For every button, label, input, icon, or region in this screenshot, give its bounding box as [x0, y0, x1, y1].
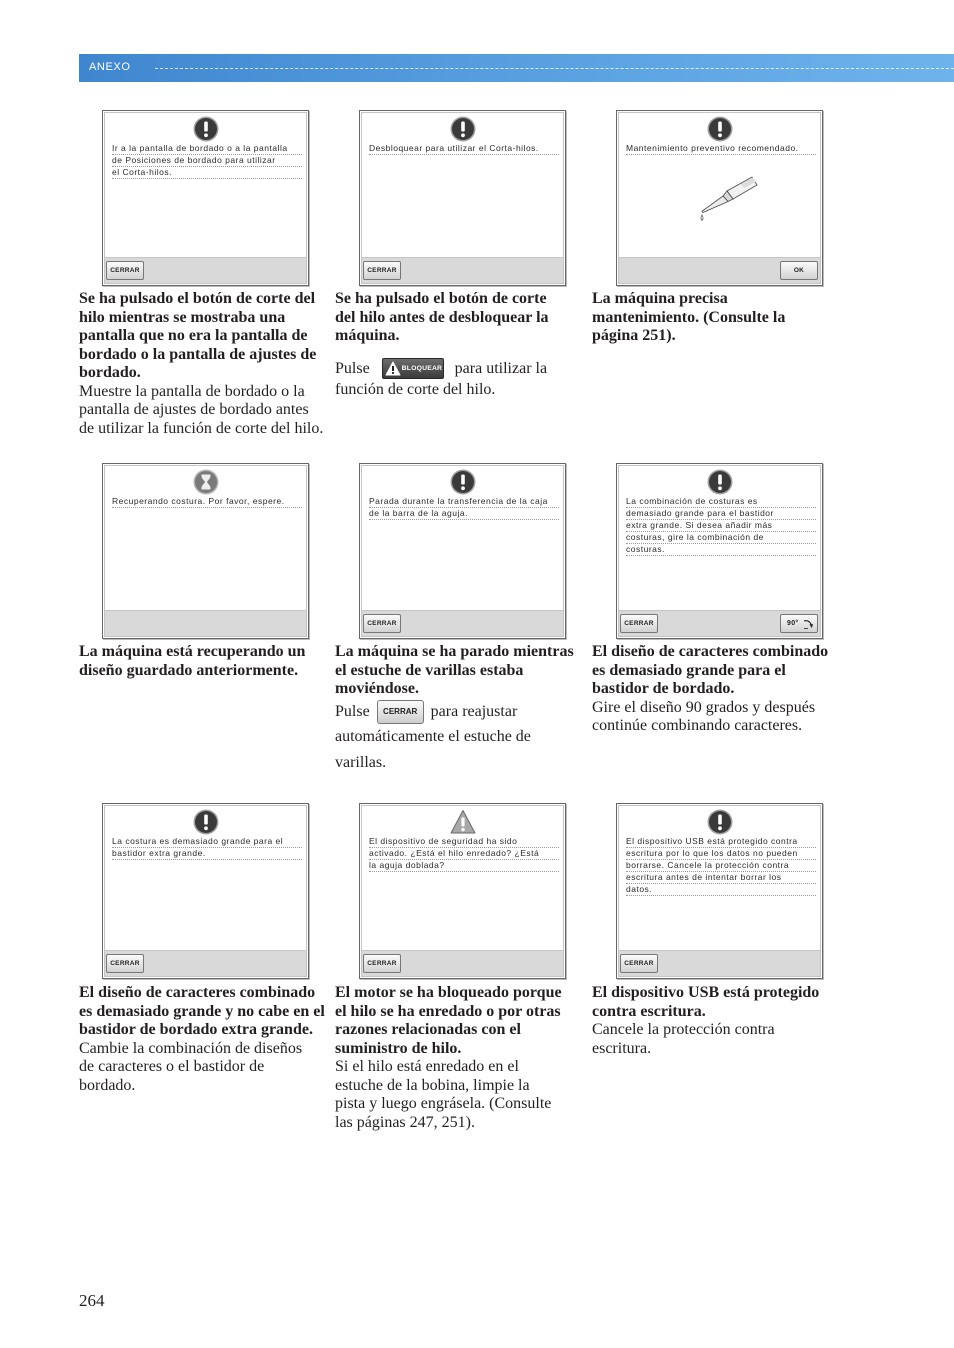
- message-line: borrarse. Cancele la protección contra: [626, 860, 816, 872]
- caption-instruction: Si el hilo está enredado en el estuche de la bobina, limpie la pista y luego engrásela. (Consulte las páginas 247, 251).: [335, 1058, 552, 1131]
- message-line: costuras, gire la combinación de: [626, 532, 816, 544]
- section-header-bar: [79, 54, 954, 82]
- close-button[interactable]: CERRAR: [620, 954, 658, 973]
- caption-title: El dispositivo USB está protegido contra escritura.: [592, 984, 820, 1020]
- caption-unlock-for-cutter: [335, 290, 590, 400]
- exclamation-icon: [193, 116, 219, 142]
- caption-title: El diseño de caracteres combinado es demasiado grande para el bastidor de bordado.: [592, 643, 829, 697]
- close-button[interactable]: CERRAR: [363, 614, 401, 633]
- message-line: El dispositivo USB está protegido contra: [626, 836, 816, 848]
- caption-instruction: Gire el diseño 90 grados y después continúe combinando caracteres.: [592, 698, 816, 734]
- caption-instruction: [335, 699, 590, 776]
- message-line: Mantenimiento preventivo recomendado.: [626, 143, 816, 155]
- error-screen-combination-too-large: [616, 463, 823, 639]
- lock-button-label: BLOQUEAR: [401, 365, 443, 373]
- close-button[interactable]: CERRAR: [363, 261, 401, 280]
- error-screen-cutter-wrong-screen: [102, 110, 309, 286]
- caption-cutter-wrong-screen: [79, 290, 334, 438]
- exclamation-icon: [450, 116, 476, 142]
- warning-triangle-icon: [450, 809, 476, 835]
- rotate-arrow-icon: [802, 618, 814, 630]
- caption-instruction: [335, 358, 590, 401]
- instruction-text: Pulse: [335, 702, 370, 720]
- message-line: costuras.: [626, 544, 816, 556]
- instruction-text: para utilizar la función de corte del hilo.: [335, 359, 548, 399]
- ok-button[interactable]: OK: [780, 261, 818, 280]
- section-label: ANEXO: [89, 61, 131, 73]
- close-button[interactable]: CERRAR: [620, 614, 658, 633]
- screen-message: [626, 496, 816, 556]
- message-line: Recuperando costura. Por favor, espere.: [112, 496, 302, 508]
- rotate-90-button[interactable]: [780, 614, 818, 633]
- lock-button[interactable]: [382, 358, 444, 379]
- close-button[interactable]: CERRAR: [377, 700, 424, 724]
- rotate-90-label: 90°: [787, 620, 799, 627]
- close-button[interactable]: CERRAR: [106, 261, 144, 280]
- exclamation-icon: [707, 116, 733, 142]
- message-line: escritura antes de intentar borrar los: [626, 872, 816, 884]
- message-line: el Corta-hilos.: [112, 167, 302, 179]
- caption-title: El motor se ha bloqueado porque el hilo se ha enredado o por otras razones relacionadas con el suministro de hilo.: [335, 984, 562, 1057]
- error-screen-needle-bar-stopped: [359, 463, 566, 639]
- message-line: la aguja doblada?: [369, 860, 559, 872]
- error-screen-maintenance: [616, 110, 823, 286]
- message-line: La costura es demasiado grande para el: [112, 836, 302, 848]
- message-line: extra grande. Si desea añadir más: [626, 520, 816, 532]
- screen-button-bar: [105, 610, 306, 636]
- message-line: datos.: [626, 884, 816, 896]
- error-screen-unlock-for-cutter: [359, 110, 566, 286]
- exclamation-icon: [707, 809, 733, 835]
- exclamation-icon: [193, 809, 219, 835]
- hourglass-icon: [193, 469, 219, 495]
- message-line: bastidor extra grande.: [112, 848, 302, 860]
- caption-instruction: Muestre la pantalla de bordado o la pantalla de ajustes de bordado antes de utilizar la función de corte del hilo.: [79, 382, 324, 437]
- caption-combination-too-large: [592, 643, 847, 736]
- close-button[interactable]: CERRAR: [363, 954, 401, 973]
- caption-maintenance: [592, 290, 847, 346]
- caption-title: La máquina precisa mantenimiento. (Consulte la página 251).: [592, 290, 786, 344]
- status-screen-recovering: [102, 463, 309, 639]
- message-line: La combinación de costuras es: [626, 496, 816, 508]
- caption-instruction: Cambie la combinación de diseños de caracteres o el bastidor de bordado.: [79, 1039, 303, 1094]
- oil-bottle-icon: [697, 175, 759, 230]
- exclamation-icon: [707, 469, 733, 495]
- screen-message: [626, 836, 816, 896]
- message-line: de la barra de la aguja.: [369, 508, 559, 520]
- message-line: activado. ¿Está el hilo enredado? ¿Está: [369, 848, 559, 860]
- caption-pattern-too-large: [79, 984, 334, 1095]
- screen-message: [112, 143, 302, 179]
- instruction-text: Pulse: [335, 359, 370, 377]
- page-number: 264: [79, 1291, 105, 1310]
- header-rule: [155, 68, 954, 69]
- caption-recovering: [79, 643, 334, 680]
- screen-message: [626, 143, 816, 155]
- screen-message: [369, 143, 559, 155]
- exclamation-icon: [450, 469, 476, 495]
- error-screen-usb-write-protected: [616, 803, 823, 979]
- screen-message: [112, 836, 302, 860]
- caption-title: El diseño de caracteres combinado es demasiado grande y no cabe en el bastidor de bordado extra grande.: [79, 984, 325, 1038]
- error-screen-pattern-too-large: [102, 803, 309, 979]
- screen-message: [112, 496, 302, 508]
- caption-title: La máquina se ha parado mientras el estuche de varillas estaba moviéndose.: [335, 643, 574, 697]
- caption-title: Se ha pulsado el botón de corte del hilo antes de desbloquear la máquina.: [335, 290, 549, 344]
- message-line: Ir a la pantalla de bordado o a la pantalla: [112, 143, 302, 155]
- caption-instruction: Cancele la protección contra escritura.: [592, 1021, 775, 1057]
- close-button[interactable]: CERRAR: [106, 954, 144, 973]
- message-line: escritura por lo que los datos no pueden: [626, 848, 816, 860]
- message-line: Parada durante la transferencia de la caja: [369, 496, 559, 508]
- caption-title: La máquina está recuperando un diseño guardado anteriormente.: [79, 643, 306, 679]
- error-screen-safety-device: [359, 803, 566, 979]
- caption-needle-bar-stopped: [335, 643, 590, 775]
- message-line: Desbloquear para utilizar el Corta-hilos.: [369, 143, 559, 155]
- screen-message: [369, 836, 559, 872]
- caption-title: Se ha pulsado el botón de corte del hilo mientras se mostraba una pantalla que no era la pantalla de bordado o la pantalla de ajustes de bordado.: [79, 290, 317, 381]
- caption-usb-write-protected: [592, 984, 847, 1058]
- caption-motor-locked: [335, 984, 590, 1132]
- instruction-text: para reajustar automáticamente el estuche de varillas.: [335, 702, 531, 771]
- message-line: de Posiciones de bordado para utilizar: [112, 155, 302, 167]
- message-line: El dispositivo de seguridad ha sido: [369, 836, 559, 848]
- message-line: demasiado grande para el bastidor: [626, 508, 816, 520]
- screen-message: [369, 496, 559, 520]
